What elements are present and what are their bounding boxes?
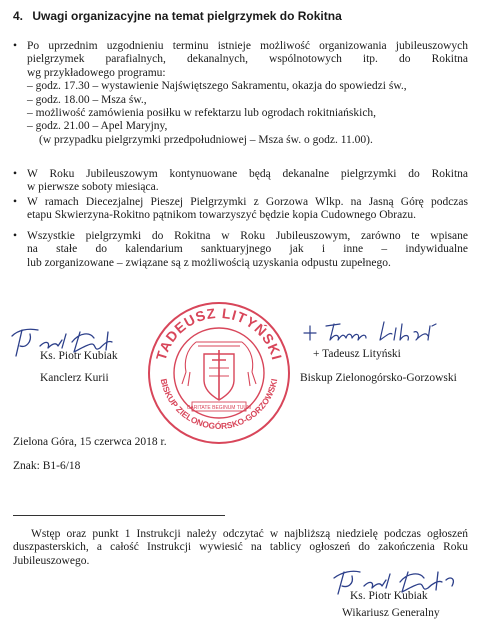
program-line: pielgrzymek parafialnych, dekanalnych, wspólnotowych itp. do Rokitna xyxy=(27,53,468,66)
program-line: – godz. 18.00 – Msza św., xyxy=(27,93,147,106)
bullet-marker: • xyxy=(13,168,18,180)
program-line: Po uprzednim uzgodnieniu terminu istnieje możliwość organizowania jubileuszowych xyxy=(27,40,468,52)
stamp-bottom-text: BISKUP ZIELONOGÓRSKO-GORZOWSKI xyxy=(158,377,280,432)
bullet-line: Wszystkie pielgrzymki do Rokitna w Roku Jubileuszowym, zarówno te wpisane xyxy=(27,230,468,242)
footnote-line: Wstęp oraz punkt 1 Instrukcji należy odczytać w najbliższą niedzielę podczas ogłoszeń xyxy=(31,528,468,540)
footnote-line: duszpasterskich, a całość Instrukcji wywiesić na tablicy ogłoszeń do zakończenia Roku xyxy=(13,541,468,554)
footnote-line: Jubileuszowego. xyxy=(13,554,90,567)
left-signatory-name: Ks. Piotr Kubiak xyxy=(40,350,118,362)
bullet-line: W ramach Diecezjalnej Pieszej Pielgrzymki z Gorzowa Wlkp. na Jasną Górę podczas xyxy=(27,196,468,208)
place-date: Zielona Góra, 15 czerwca 2018 r. xyxy=(13,436,167,448)
bullet-line: na stałe do kalendarium sanktuaryjnego jak i inne – indywidualne xyxy=(27,243,468,256)
section-number: 4. xyxy=(13,9,24,23)
bottom-signatory-name: Ks. Piotr Kubiak xyxy=(350,590,428,602)
right-signatory-name: + Tadeusz Lityński xyxy=(313,348,401,360)
program-line: (w przypadku pielgrzymki przedpołudniowej – Msza św. o godz. 11.00). xyxy=(39,133,373,146)
episcopal-stamp xyxy=(146,300,292,446)
section-title: Uwagi organizacyjne na temat pielgrzymek do Rokitna xyxy=(32,9,342,23)
bullet-line: lub zorganizowane – związane są z możliwością uzyskania odpustu zupełnego. xyxy=(27,256,391,269)
bullet-line: etapu Skwierzyna-Rokitno pątnikom towarzyszyć będzie kopia Cudownego Obrazu. xyxy=(27,209,416,222)
left-signatory-role: Kanclerz Kurii xyxy=(40,372,109,384)
bullet-marker: • xyxy=(13,230,18,242)
right-signatory-role: Biskup Zielonogórsko-Gorzowski xyxy=(300,372,457,384)
program-bullet xyxy=(13,40,468,147)
footnote xyxy=(13,528,468,568)
program-line: – możliwość zamówienia posiłku w refektarzu lub ogrodach rokitniańskich, xyxy=(27,107,377,120)
program-line: wg przykładowego programu: xyxy=(27,66,166,79)
section-heading xyxy=(13,10,342,23)
jubilee-bullet-3 xyxy=(13,230,468,270)
stamp-top-text: TADEUSZ LITYŃSKI xyxy=(152,304,286,363)
bottom-signatory-role: Wikariusz Generalny xyxy=(342,607,440,619)
bullet-line: w pierwsze soboty miesiąca. xyxy=(27,181,159,194)
bullet-marker: • xyxy=(13,196,18,208)
program-line: – godz. 17.30 – wystawienie Najświętszego Sakramentu, okazja do spowiedzi św., xyxy=(27,80,407,93)
handwritten-signature-litynski xyxy=(300,318,450,348)
stamp-ribbon-motto: CARITATE BEGINUM TUUM xyxy=(186,405,252,411)
coat-of-arms-icon xyxy=(182,342,256,400)
bullet-marker: • xyxy=(13,40,18,52)
jubilee-bullet-2 xyxy=(13,196,468,223)
jubilee-bullet-1 xyxy=(13,168,468,195)
program-line: – godz. 21.00 – Apel Maryjny, xyxy=(27,120,168,133)
reference-number: Znak: B1-6/18 xyxy=(13,460,81,472)
bullet-line: W Roku Jubileuszowym kontynuowane będą dekanalne pielgrzymki do Rokitna xyxy=(27,168,468,180)
footnote-divider xyxy=(13,515,225,516)
